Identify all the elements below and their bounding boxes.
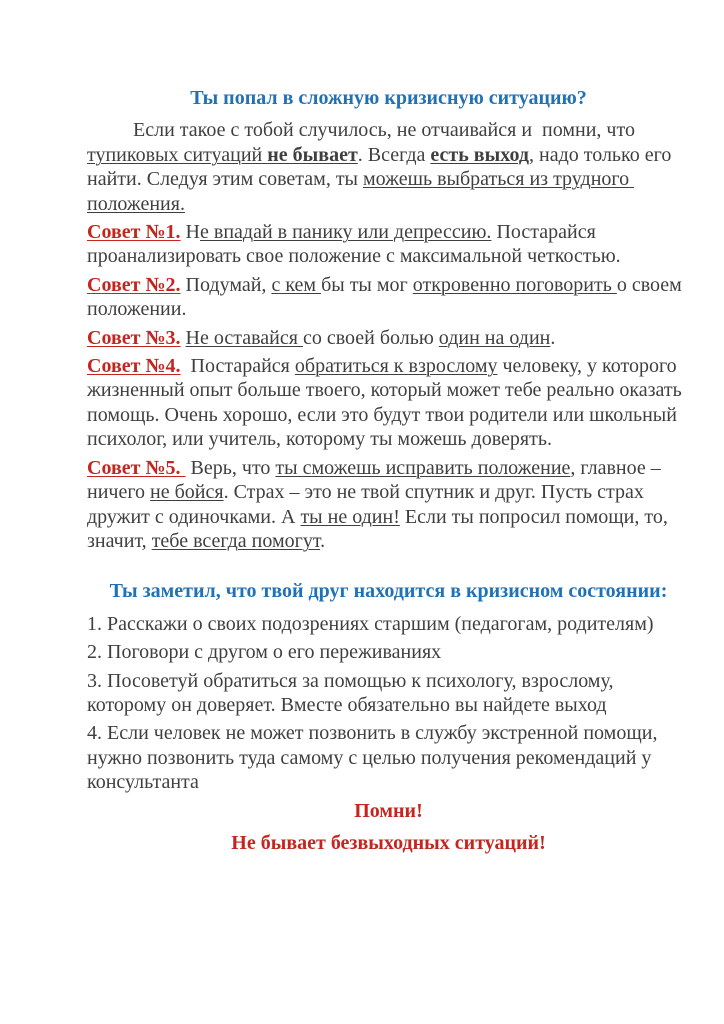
text-segment: не бойся [150,481,224,504]
text-segment: 2. Поговори с другом о его переживаниях [87,641,442,664]
text-segment: Если ты попросил помощи, то, значит, [87,505,673,552]
document-content [87,86,690,855]
text-segment: есть выход [430,143,529,166]
text-segment: можешь выбраться из трудного положения. [87,168,635,215]
intro-paragraph [87,118,690,216]
text-segment: Не бывает безвыходных ситуаций! [231,831,546,854]
tip-label: Совет №4. [87,355,181,378]
text-segment: откровенно поговорить [412,273,617,296]
text-segment: не бывает [267,143,358,166]
text-segment: Ты заметил, что твой друг находится в кризисном состоянии: [109,580,668,603]
text-segment: . [320,529,326,552]
text-segment: . [550,326,556,349]
text-segment: Если такое с тобой случилось, не отчаивайся и помни, что [133,119,640,142]
text-segment: обратиться к взрослому [294,355,498,378]
text-segment: со своей болью [302,326,439,349]
text-segment: тупиковых ситуаций [87,143,268,166]
tip-1 [87,220,690,269]
text-segment: Н [180,221,200,244]
text-segment: с кем [271,273,322,296]
tip-3 [87,326,690,350]
text-segment: тебе всегда помогут [151,529,321,552]
text-segment: человеку, у которого жизненный опыт больше твоего, который может тебе реально оказать помощь. Очень хорошо, если это будут твои родители или школьный психолог, или учитель, которому ты можешь доверять. [87,355,687,451]
text-segment: о своем положении. [87,273,687,321]
tip-5 [87,456,690,554]
text-segment: ты сможешь исправить положение [275,456,571,479]
text-segment: 1. Расскажи о своих подозрениях старшим (педагогам, родителям) [87,612,654,635]
text-segment: , надо только его найти. Следуя этим советам, ты [87,143,677,191]
text-segment: . Страх – это не твой спутник и друг. Пусть страх дружит с одиночками. А [87,481,649,528]
text-segment: 4. Если человек не может позвонить в службу экстренной помощи, нужно позвонить туда самому с целью получения рекомендаций у консультанта [87,722,663,794]
text-segment: Постарайся проанализировать свое положение с максимальной четкостью. [87,221,621,268]
text-segment: 3. Посоветуй обратиться за помощью к психологу, взрослому, которому он доверяет. Вместе обязательно вы найдете выход [87,669,619,716]
text-segment: . Всегда [357,143,431,166]
text-segment: Верь, что [185,456,276,479]
text-segment: Не оставайся [185,326,303,349]
tip-label: Совет №5. [87,456,186,479]
text-segment: Подумай, [180,273,272,296]
text-segment: бы ты мог [321,273,413,296]
reminder-statement [87,831,690,855]
text-segment: Ты попал в сложную кризисную ситуацию? [190,87,587,109]
text-segment: Помни! [354,799,423,822]
step-2 [87,640,690,664]
text-segment: ты не один! [300,505,400,528]
tip-label: Совет №1. [87,221,181,244]
tip-label: Совет №2. [87,273,181,296]
text-segment: один на один [438,326,551,349]
heading-friend-crisis [87,579,690,603]
reminder-heading [87,799,690,823]
text-segment: , главное – ничего [87,456,666,504]
heading-crisis-question [87,86,690,110]
step-4 [87,721,690,794]
tip-4 [87,354,690,452]
text-segment: Постарайся [180,355,295,378]
tip-label: Совет №3. [87,326,181,349]
step-1 [87,612,690,636]
step-3 [87,669,690,718]
tip-2 [87,273,690,322]
text-segment: е впадай в панику или депрессию. [200,221,492,244]
